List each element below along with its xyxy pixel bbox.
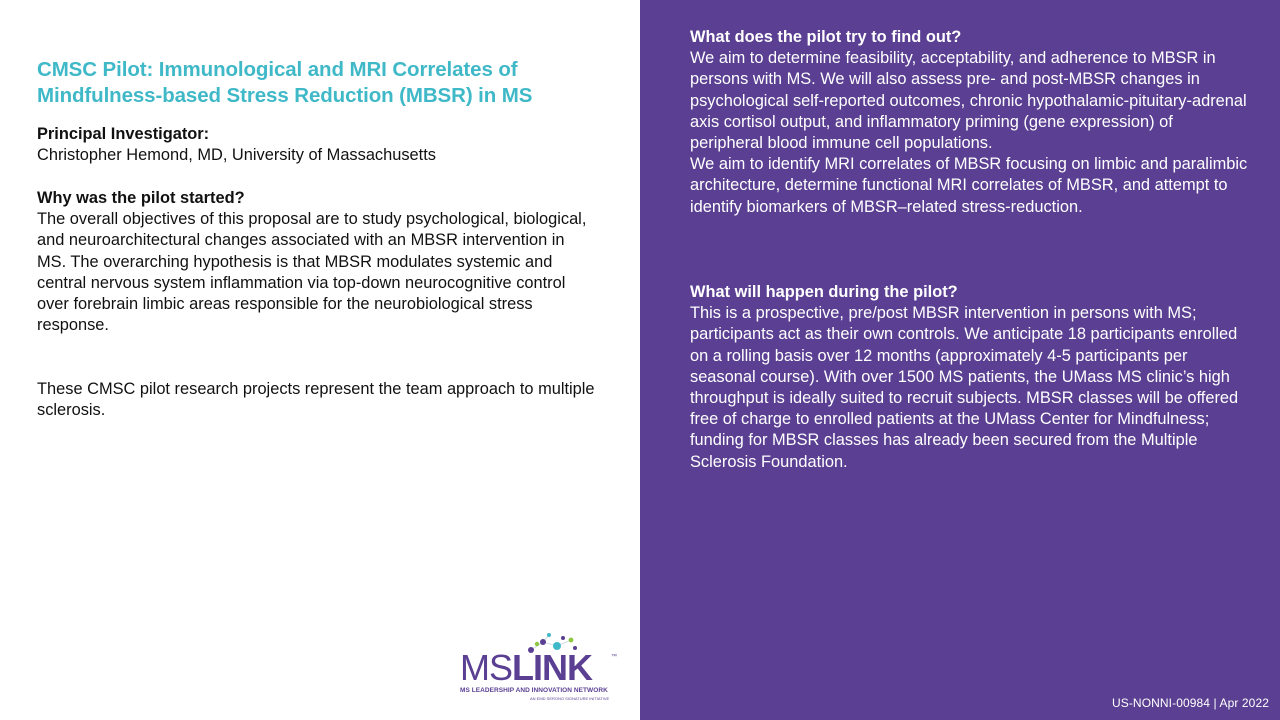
during-pilot-section — [690, 282, 1250, 473]
document-code: US-NONNI-00984 | Apr 2022 — [1111, 696, 1269, 710]
logo-subtagline: AN EMD SERONO SIGNATURE INITIATIVE — [530, 696, 610, 701]
logo-ms-text: MS — [460, 647, 512, 688]
why-started-body: The overall objectives of this proposal are to study psychological, biological, and neuroarchitectural changes associated with an MBSR intervention in MS. The overarching hypothesis is that MBSR modulates systemic and central nervous system inflammation via top-down neurocognitive control over forebrain limbic areas responsible for the neurobiological stress response. — [37, 210, 587, 335]
principal-investigator-section — [37, 124, 597, 166]
slide-title: CMSC Pilot: Immunological and MRI Correlates of Mindfulness-based Stress Reduction (MBSR) in MS — [37, 58, 533, 107]
logo-link-text — [512, 647, 592, 688]
trademark-symbol: ™ — [611, 654, 617, 660]
logo-wordmark — [460, 647, 592, 688]
why-started-section — [37, 188, 597, 336]
why-started-heading: Why was the pilot started? — [37, 189, 245, 207]
find-out-section — [690, 27, 1250, 218]
during-pilot-body: This is a prospective, pre/post MBSR intervention in persons with MS; participants act as their own controls. We anticipate 18 participants enrolled on a rolling basis over 12 months (approximately 4-5 participants per seasonal course). With over 1500 MS patients, the UMass MS clinic’s high throughput is ideally suited to recruit subjects. MBSR classes will be offered free of charge to enrolled patients at the UMass Center for Mindfulness; funding for MBSR classes has already been secured from the Multiple Sclerosis Foundation. — [690, 304, 1239, 471]
find-out-paragraph-2: We aim to identify MRI correlates of MBSR focusing on limbic and paralimbic architecture, determine functional MRI correlates of MBSR, and attempt to identify biomarkers of MBSR–related stress-reduction. — [690, 155, 1248, 216]
principal-investigator-name: Christopher Hemond, MD, University of Massachusetts — [37, 146, 436, 165]
find-out-paragraph-1: We aim to determine feasibility, acceptability, and adherence to MBSR in persons with MS. We will also assess pre- and post-MBSR changes in psychological self-reported outcomes, chronic hypothalamic-pituitary-adrenal axis cortisol output, and inflammatory priming (gene expression) of peripheral blood immune cell populations. — [690, 49, 1247, 153]
find-out-heading: What does the pilot try to find out? — [690, 28, 962, 46]
logo-tagline: MS LEADERSHIP AND INNOVATION NETWORK — [460, 687, 608, 694]
team-note: These CMSC pilot research projects represent the team approach to multiple sclerosis. — [37, 380, 595, 420]
mslink-logo — [458, 632, 623, 704]
logo-link-letters: LINK — [512, 647, 592, 688]
during-pilot-heading: What will happen during the pilot? — [690, 283, 958, 301]
principal-investigator-heading: Principal Investigator: — [37, 125, 210, 143]
